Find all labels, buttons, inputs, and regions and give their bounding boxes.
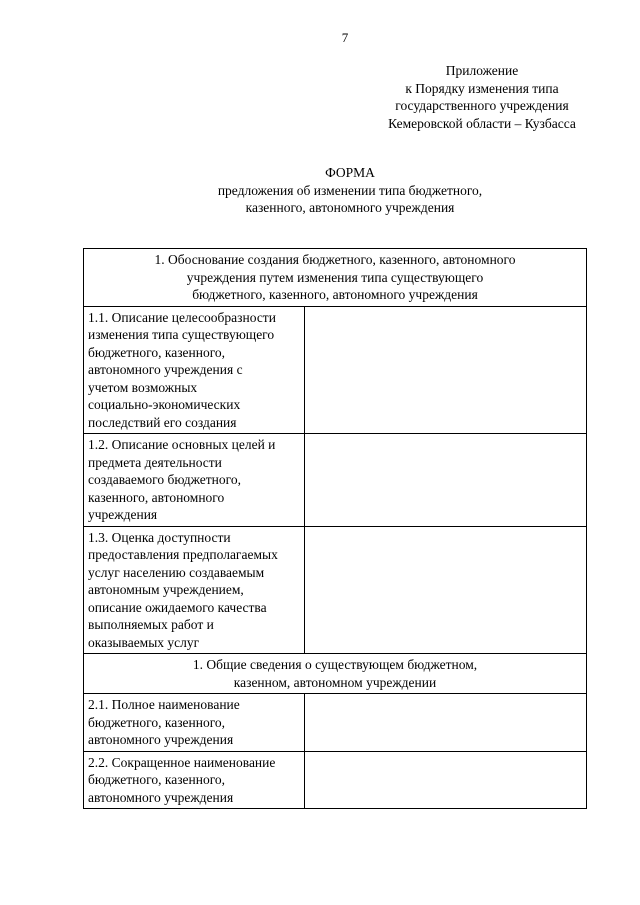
appendix-line: к Порядку изменения типа (405, 80, 559, 96)
appendix-line: государственного учреждения (395, 98, 569, 113)
table-row (84, 434, 587, 527)
page-number: 7 (341, 30, 349, 45)
label-line: учреждения (88, 507, 158, 522)
row-2-2-label (84, 751, 305, 809)
section-1-title (84, 249, 587, 307)
section-title-line: бюджетного, казенного, автономного учреждения (192, 287, 478, 302)
section-title-line: 1. Общие сведения о существующем бюджетном, (192, 657, 478, 672)
label-line: изменения типа существующего (88, 327, 275, 342)
table-row (84, 694, 587, 752)
appendix-line: Кемеровской области – Кузбасса (388, 115, 576, 131)
section-title-line: 1. Обоснование создания бюджетного, казенного, автономного (154, 252, 516, 267)
label-line: казенного, автономного (88, 489, 225, 505)
label-line: 1.3. Оценка доступности (88, 529, 231, 545)
label-line: 1.1. Описание целесообразности (88, 309, 276, 325)
label-line: услуг населению создаваемым (88, 564, 265, 580)
label-line: предмета деятельности (88, 454, 222, 470)
table-row (84, 306, 587, 434)
label-line: 2.2. Сокращенное наименование (88, 754, 276, 770)
form-subtitle-line: казенного, автономного учреждения (245, 200, 455, 215)
label-line: последствий его создания (88, 414, 237, 430)
row-1-2-value (305, 434, 587, 527)
label-line: бюджетного, казенного, (88, 344, 226, 360)
label-line: описание ожидаемого качества (88, 599, 267, 615)
section-header-row (84, 654, 587, 694)
label-line: бюджетного, казенного, (88, 772, 226, 787)
table-row (84, 526, 587, 654)
label-line: предоставления предполагаемых (88, 547, 278, 562)
section-title-line: учреждения путем изменения типа существующего (186, 269, 484, 285)
form-table (83, 248, 587, 809)
label-line: 2.1. Полное наименование (88, 697, 240, 712)
label-line: бюджетного, казенного, (88, 714, 226, 730)
label-line: оказываемых услуг (88, 634, 200, 650)
label-line: учетом возможных (88, 379, 198, 395)
appendix-note (332, 62, 592, 132)
row-2-2-value (305, 751, 587, 809)
appendix-line: Приложение (445, 63, 519, 78)
label-line: автономного учреждения (88, 732, 234, 747)
row-2-1-value (305, 694, 587, 752)
form-title: ФОРМА (325, 165, 375, 180)
label-line: социально-экономических (88, 397, 241, 412)
row-1-3-value (305, 526, 587, 654)
label-line: автономного учреждения (88, 789, 234, 805)
form-subtitle-line: предложения об изменении типа бюджетного, (217, 182, 483, 198)
section-title-line: казенном, автономном учреждении (233, 674, 437, 690)
label-line: создаваемого бюджетного, (88, 472, 241, 487)
table-row (84, 751, 587, 809)
row-2-1-label (84, 694, 305, 752)
label-line: выполняемых работ и (88, 617, 214, 632)
label-line: автономным учреждением, (88, 582, 244, 597)
form-heading (120, 164, 580, 217)
label-line: 1.2. Описание основных целей и (88, 437, 276, 452)
label-line: автономного учреждения с (88, 362, 243, 377)
row-1-2-label (84, 434, 305, 527)
row-1-3-label (84, 526, 305, 654)
section-2-title (84, 654, 587, 694)
section-header-row (84, 249, 587, 307)
row-1-1-value (305, 306, 587, 434)
row-1-1-label (84, 306, 305, 434)
